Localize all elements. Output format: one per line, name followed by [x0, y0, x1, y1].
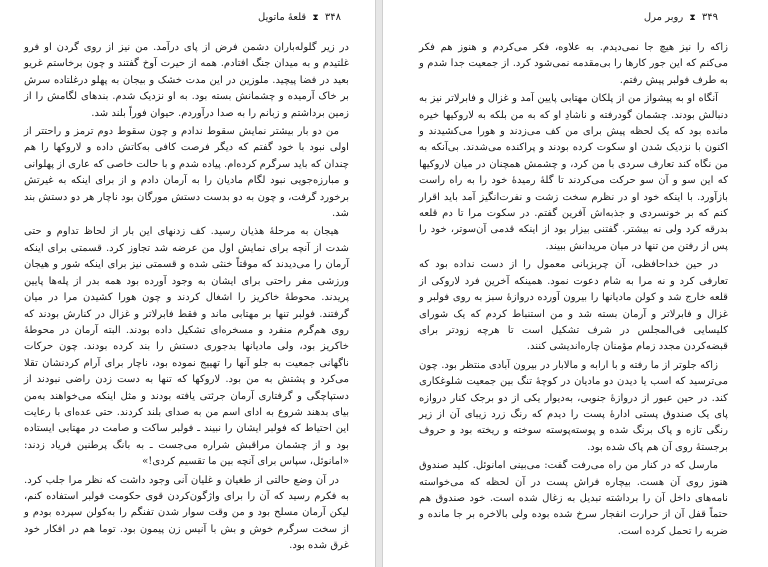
- right-page-header: [644, 12, 718, 23]
- page-number: ۳۴۸: [324, 12, 341, 23]
- paragraph: آنگاه او به پیشواز من از پلکان مهتابی پایین آمد و غزال و فابرلاتر نیز به دنبالش بودند. چشمان گودرفته و ناشادِ او که به من بلکه به لاروکیها خیره مانده بود که یک لحظه پیش برای من کف می‌زدند و هورا می‌کشیدند و اکنون با نزدیک شدن او سکوت کرده بودند و پراکنده می‌شدند. بی‌آنکه به من نگاه کند تعارف سردی با من کرد، و چشمش همچنان در میان لاروکیها که این سو و آن سو حرکت می‌کردند تا گلهٔ رمیدهٔ خود را به راه راست بازآورد. با اینکه خود او در نظرم سخت زشت و نفرت‌انگیز آمد باید اقرار کنم که بر خونسردی و جذبه‌اش آفرین گفتم. در سکوت مرا تا دم قلعه بدرقه کرد ولی نه بیشتر. گفتنی بیزار بود از اینکه قدمی آن‌سوتر، خود را پس از رفتن من تنها در میان مریدانش ببیند.: [419, 93, 728, 252]
- running-title: قلعهٔ ماتویل: [258, 12, 307, 23]
- right-page: [382, 0, 768, 567]
- left-page-header: [258, 12, 341, 23]
- book-ornament-icon: ⧗: [312, 13, 319, 23]
- paragraph: در زیر گلوله‌باران دشمن فرض از پای درآمد. من نیز از روی گردن او فرو غلتیدم و به میدان جنگ افتادم. همه از حیرت آوخ گفتند و چون برخاستم غریو بعید در فضا پیچید. ملوزین در این مدت خشک و بیجان به پهلو درغلتاده سرش بر خاک آرمیده و چشمانش بسته بود. به او نزدیک شدم. بندهای لگامش را از زمین برداشتم و زبانم را به صدا درآوردم. حیوان فوراً بلند شد.: [24, 42, 349, 119]
- right-page-body: [419, 40, 728, 540]
- book-ornament-icon: ⧗: [689, 13, 696, 23]
- paragraph: من دو بار بیشتر نمایش سقوط ندادم و چون سقوط دوم ترمز و راحتتر از اولی نبود با خود گفتم که دیگر فرصت کافی به‌کاتش داده و لاروکها را هم چندان که باید سرگرم کرده‌ام. پیاده شدم و با حالت خاصی که عاری از پهلوانی و مبارزه‌جویی نبود لگام مادیان را به آرمان دادم و از برای اینکه به غیرتش برخورد گرفت، و چون به دو بدست دستش مورگان بود ناچار هر دو دستش بند شد.: [24, 126, 349, 220]
- paragraph: در حین خداحافظی، آن چربزبانی معمول را از دست نداده بود که تعارفی کرد و نه مرا به شام دعوت نمود. همینکه آخرین فرد لاروکی از قلعه خارج شد و کولن مادیانها را بیرون آورده دروازهٔ سبز به روی فولبر و غزال و فابرلاتر و آرمان بسته شد و من استنباط کردم که یک شورای کلیسایی فی‌المجلس در شرف تشکیل است تا هرچه زودتر برای قبضه‌کردن مجدد زمام مؤمنان چاره‌اندیشی کنند.: [419, 259, 728, 353]
- left-page: [0, 0, 376, 567]
- paragraph: در آن وضع حالتی از طغیان و غلیان آنی وجود داشت که نظر مرا جلب کرد. به فکرم رسید که آن را برای واژگون‌کردن قوی حکومت فولبر استفاده کنم، لیکن آرمان مسلح بود و من وقت سوار شدن تفنگم را به‌کولن سپرده بودم و از سخت سرگرم خوش و بش با آنیس زن پیمون بود. توما هم در افکار خود غرق شده بود.: [24, 474, 349, 552]
- paragraph: مارسل که در کنار من راه می‌رفت گفت: می‌بینی امانوئل. کلید صندوق هنوز روی آن هست. بیچاره فراش پست در آن لحظه که می‌خواسته نامه‌های داخل آن را برداشته تبدیل به زغال شده است. خود صندوق هم حتماً قفل آن از حرارت انفجار سرخ شده بوده ولی بالاخره بر جا مانده و ضربه را تحمل کرده است.: [419, 460, 728, 537]
- paragraph: زاکه جلوتر از ما رفته و با ارابه و مالابار در بیرون آبادی منتظر بود. چون می‌ترسید که اسب یا دیدن دو مادیان در کوچهٔ تنگ بین جمعیت شلوغکاری کند. در حین عبور از دروازهٔ جنوبی، به‌دیوار یکی از دو برجک کنار دروازه پای یک صندوق پستی ادارهٔ پست را دیدم که رنگ زرد زیبای آن از زیر رنگی تازه و پاک برنگ شده و پوسته‌پوسته سوخته و ریخته بود و حروف برجستهٔ روی آن هم پاک شده بود.: [419, 359, 728, 453]
- paragraph: زاکه را نیز هیچ جا نمی‌دیدم. به علاوه، فکر می‌کردم و هنوز هم فکر می‌کنم که این جور کارها را بی‌مقدمه نمی‌شود کرد. از جمعیت جدا شدم و به طرف فولبر پیش رفتم.: [419, 42, 728, 86]
- paragraph: هیجان به مرحلهٔ هذیان رسید. کف زدنهای این بار از لحاظ تداوم و حتی شدت از آنچه برای نمایش اول من عرضه شد تجاوز کرد. قسمتی برای اینکه آرمان را می‌دیدند که موقتاً خنثی شده و قسمتی نیز برای اینکه شور و هیجان ورزشی مفر راحتی برای ایشان به وجود آورده بود همه بدر از پله‌ها پایین پریدند. محوطهٔ خاکریز را اشغال کردند و چون هورا کشیدن مرا در میان گرفتند. فولبر تنها بر مهتابی ماند و فقط فابرلاتر و غزال در کنارش بودند که روی هم‌گرم منفرد و مسخره‌ای تشکیل داده بودند. البته آرمان در محوطهٔ خاکریز بود، ولی مادیانها بدجوری دستش را بند کرده بودند. چون حرکات ناگهانی جمعیت به جلو آنها را تهییج نموده بود، ناچار برای آرام کردنشان تقلا می‌کرد و پشتش به من بود. لاروکها که تنها به دست زدن راضی نبودند از دستپاچگی و گرفتاری آرمان جرئتی یافته بودند و مثل اینکه می‌خواهند به‌من بیای بدهند شروع به ادای اسم من به صدای بلند کردند. حتی عده‌ای با رعایت این احتیاط که فولبر ایشان را نبیند ـ فولبر ساکت و صامت در مهتابی ایستاده بود و از چشمان مراقبش شراره می‌جست ـ به بانگ پرطنین فریاد زدند: «امانوئل، سپاس برای آنچه بین ما تقسیم کردی!»: [24, 226, 349, 468]
- page-number: ۳۴۹: [701, 12, 718, 23]
- left-page-body: [24, 40, 349, 555]
- running-title: روبر مرل: [643, 12, 684, 23]
